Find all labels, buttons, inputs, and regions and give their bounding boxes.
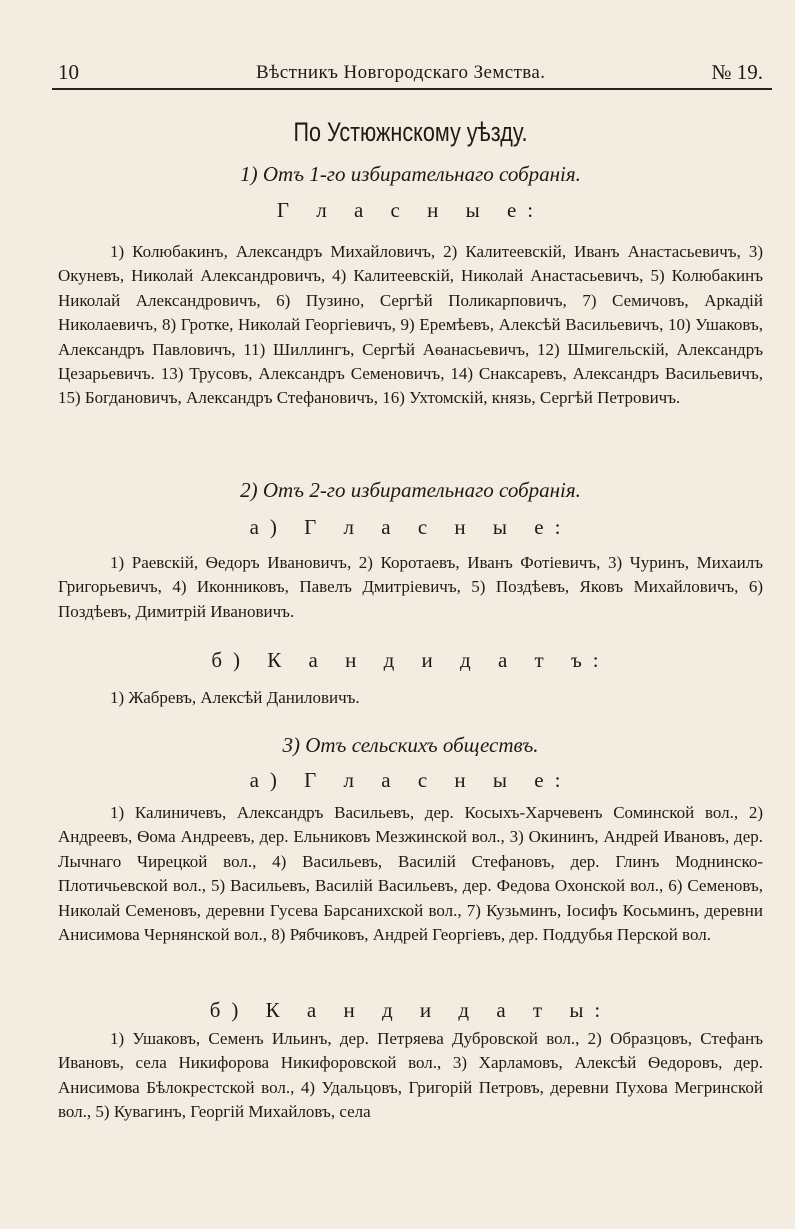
section-1-glasnye-list [58,240,763,411]
section-2-glasnye-list [58,551,763,624]
section-3-heading: 3) Отъ сельскихъ обществъ. [282,733,539,757]
section-3-kandidaty-list [58,1027,763,1125]
section-2-glasnye-label: а) Г л а с н ы е: [249,515,572,539]
header-rule [52,88,772,90]
section-1-heading: 1) Отъ 1-го избирательнаго собранія. [240,162,581,186]
section-2-kandidat-text: 1) Жабревъ, Алексѣй Даниловичъ. [110,688,360,707]
issue-number: № 19. [711,60,763,84]
section-3-glasnye-text: 1) Калиничевъ, Александръ Васильевъ, дер. Косыхъ-Харчевенъ Соминской вол., 2) Андреевъ, Ѳома Андреевъ, дер. Ельниковъ Мезжинской вол., 3) Окининъ, Андрей Ивановъ, дер. Лычнаго Чирецкой вол., 4) Васильевъ, Василій Стефановъ, дер. Глинъ Моднинско-Плотичьевской вол., 5) Васильевъ, Василій Васильевъ, дер. Федова Охонской вол., 6) Семеновъ, Николай Семеновъ, деревни Гусева Барсанихской вол., 7) Кузьминъ, Іосифъ Косьминъ, деревни Анисимова Чернянской вол., 8) Рябчиковъ, Андрей Георгіевъ, дер. Поддубья Перской вол. [58,803,763,945]
journal-title: Вѣстникъ Новгородскаго Земства. [256,62,546,83]
section-1-glasnye-label: Г л а с н ы е: [276,198,545,222]
section-2-heading: 2) Отъ 2-го избирательнаго собранія. [240,478,581,502]
section-1-glasnye-text: 1) Колюбакинъ, Александръ Михайловичъ, 2) Калитеевскій, Иванъ Анастасьевичъ, 3) Окуневъ, Николай Александровичъ, 4) Калитеевскій, Николай Анастасьевичъ, 5) Колюбакинъ Николай Александровичъ, 6) Пузино, Сергѣй Поликарповичъ, 7) Семичовъ, Аркадій Николаевичъ, 8) Гротке, Николай Георгіевичъ, 9) Еремѣевъ, Алексѣй Васильевичъ, 10) Ушаковъ, Александръ Павловичъ, 11) Шиллингъ, Сергѣй Аѳанасьевичъ, 12) Шмигельскій, Александръ Цезарьевичъ. 13) Трусовъ, Александръ Семеновичъ, 14) Снаксаревъ, Александръ Васильевичъ, 15) Богдановичъ, Александръ Стефановичъ, 16) Ухтомскій, князь, Сергѣй Петровичъ. [58,242,763,408]
section-2-kandidat-label: б) К а н д и д а т ъ: [211,648,610,672]
section-3-glasnye-label: а) Г л а с н ы е: [249,768,572,792]
running-header [58,56,763,88]
district-title: По Устюжнскому уѣзду. [293,117,528,147]
section-3-glasnye-list [58,801,763,947]
section-2-kandidat-list [58,686,763,710]
page-number: 10 [58,60,79,84]
section-3-kandidaty-text: 1) Ушаковъ, Семенъ Ильинъ, дер. Петряева Дубровской вол., 2) Образцовъ, Стефанъ Ивановъ, села Никифорова Никифоровской вол., 3) Харламовъ, Алексѣй Ѳедоровъ, дер. Анисимова Бѣлокрестской вол., 4) Удальцовъ, Григорій Петровъ, деревни Пухова Мегринской вол., 5) Кувагинъ, Георгій Михайловъ, села [58,1029,763,1122]
section-2-glasnye-text: 1) Раевскій, Ѳедоръ Ивановичъ, 2) Коротаевъ, Иванъ Фотіевичъ, 3) Чуринъ, Михаилъ Григорьевичъ, 4) Иконниковъ, Павелъ Дмитріевичъ, 5) Поздѣевъ, Яковъ Михайловичъ, 6) Поздѣевъ, Димитрій Ивановичъ. [58,553,763,621]
section-3-kandidaty-label: б) К а н д и д а т ы: [209,998,612,1022]
